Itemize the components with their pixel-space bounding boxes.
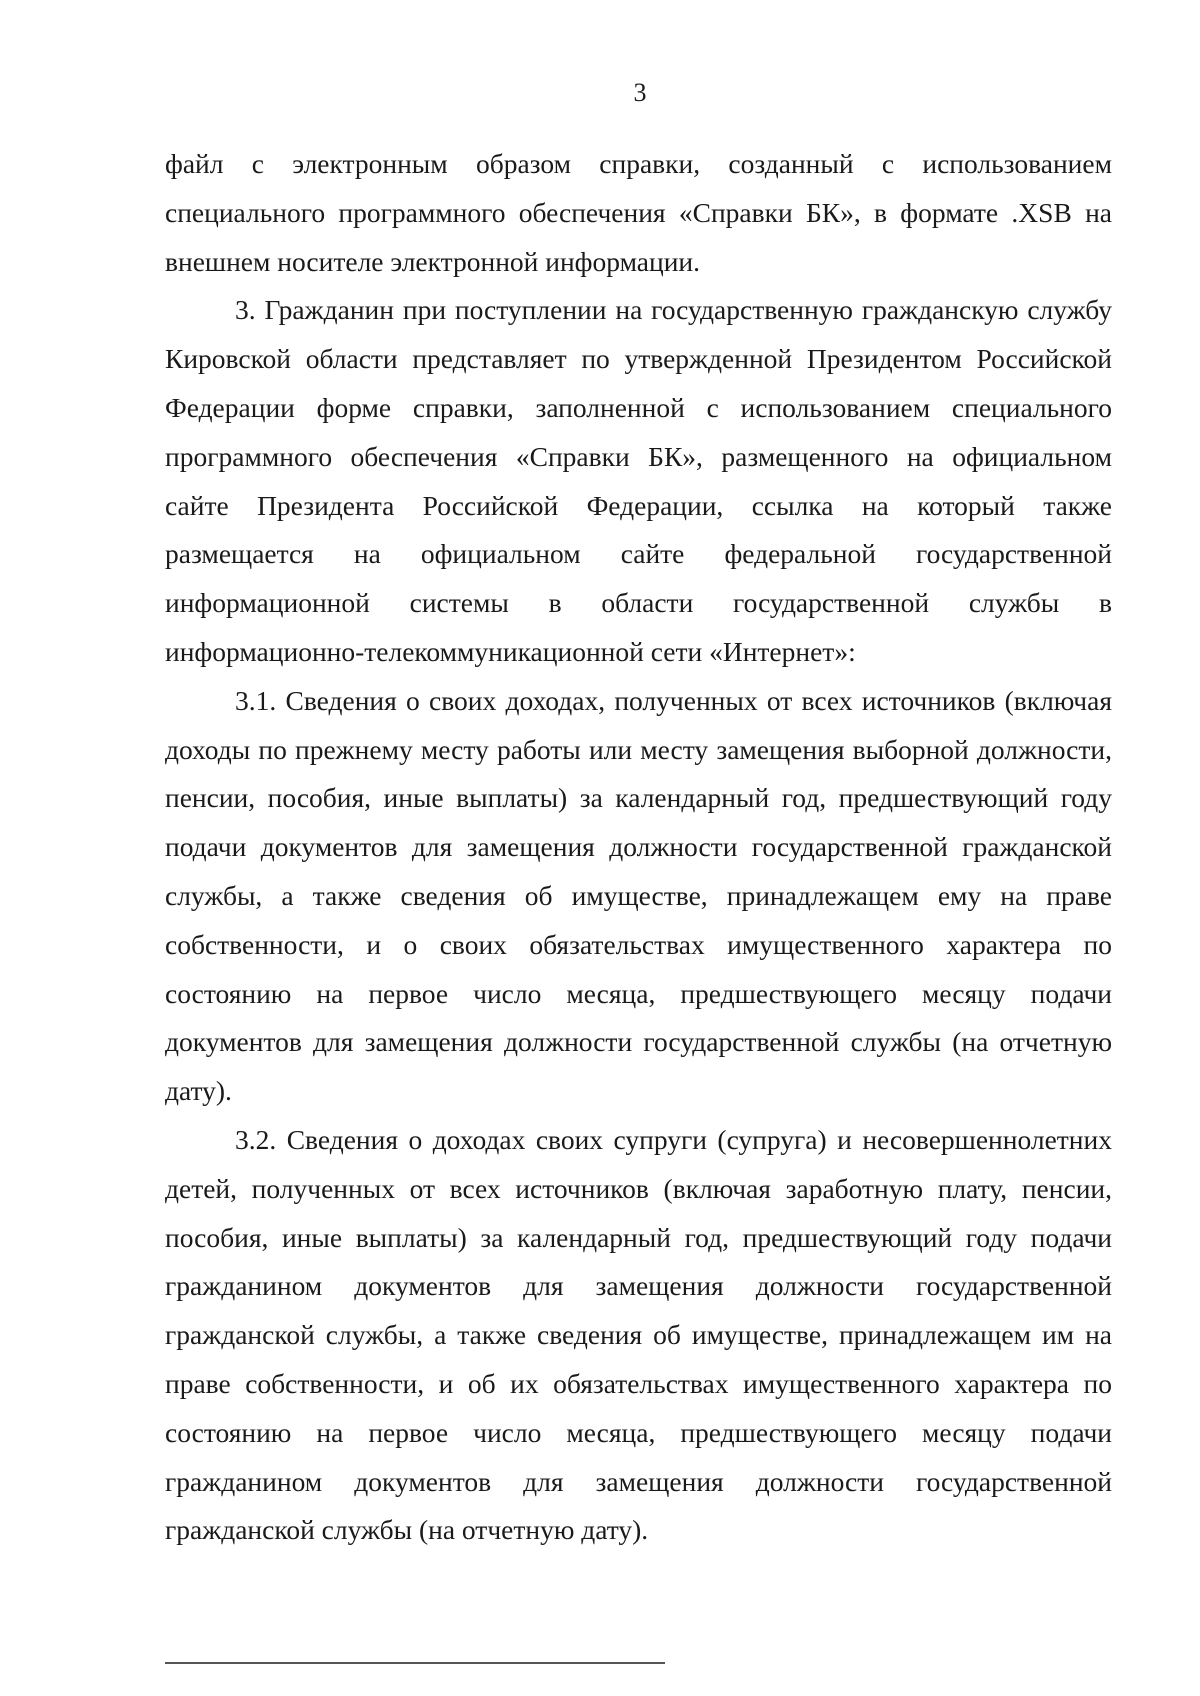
paragraph-item-3-1: 3.1. Сведения о своих доходах, полученных от всех источников (включая доходы по прежнему месту работы или месту замещения выборной должности, пенсии, пособия, иные выплаты) за календарный год, предшествующий году подачи документов для замещения должности государственной гражданской службы, а также сведения об имуществе, принадлежащем ему на праве собственности, и о своих обязательствах имущественного характера по состоянию на первое число месяца, предшествующего месяцу подачи документов для замещения должности государственной службы (на отчетную дату). (165, 684, 1112, 1107)
document-body (165, 140, 1112, 1555)
paragraph-continuation: файл с электронным образом справки, созданный с использованием специального программного обеспечения «Справки БК», в формате .XSB на внешнем носителе электронной информации. (165, 148, 1112, 277)
footer-divider (165, 1662, 665, 1664)
page-number: 3 (633, 78, 647, 107)
paragraph-item-3: 3. Гражданин при поступлении на государственную гражданскую службу Кировской области представляет по утвержденной Президентом Российской Федерации форме справки, заполненной с использованием специального программного обеспечения «Справки БК», размещенного на официальном сайте Президента Российской Федерации, ссылка на который также размещается на официальном сайте федеральной государственной информационной системы в области государственной службы в информационно-телекоммуникационной сети «Интернет»: (165, 294, 1112, 667)
paragraph-item-3-2: 3.2. Сведения о доходах своих супруги (супруга) и несовершеннолетних детей, полученных от всех источников (включая заработную плату, пенсии, пособия, иные выплаты) за календарный год, предшествующий году подачи гражданином документов для замещения должности государственной гражданской службы, а также сведения об имуществе, принадлежащем им на праве собственности, и об их обязательствах имущественного характера по состоянию на первое число месяца, предшествующего месяцу подачи гражданином документов для замещения должности государственной гражданской службы (на отчетную дату). (165, 1123, 1112, 1546)
